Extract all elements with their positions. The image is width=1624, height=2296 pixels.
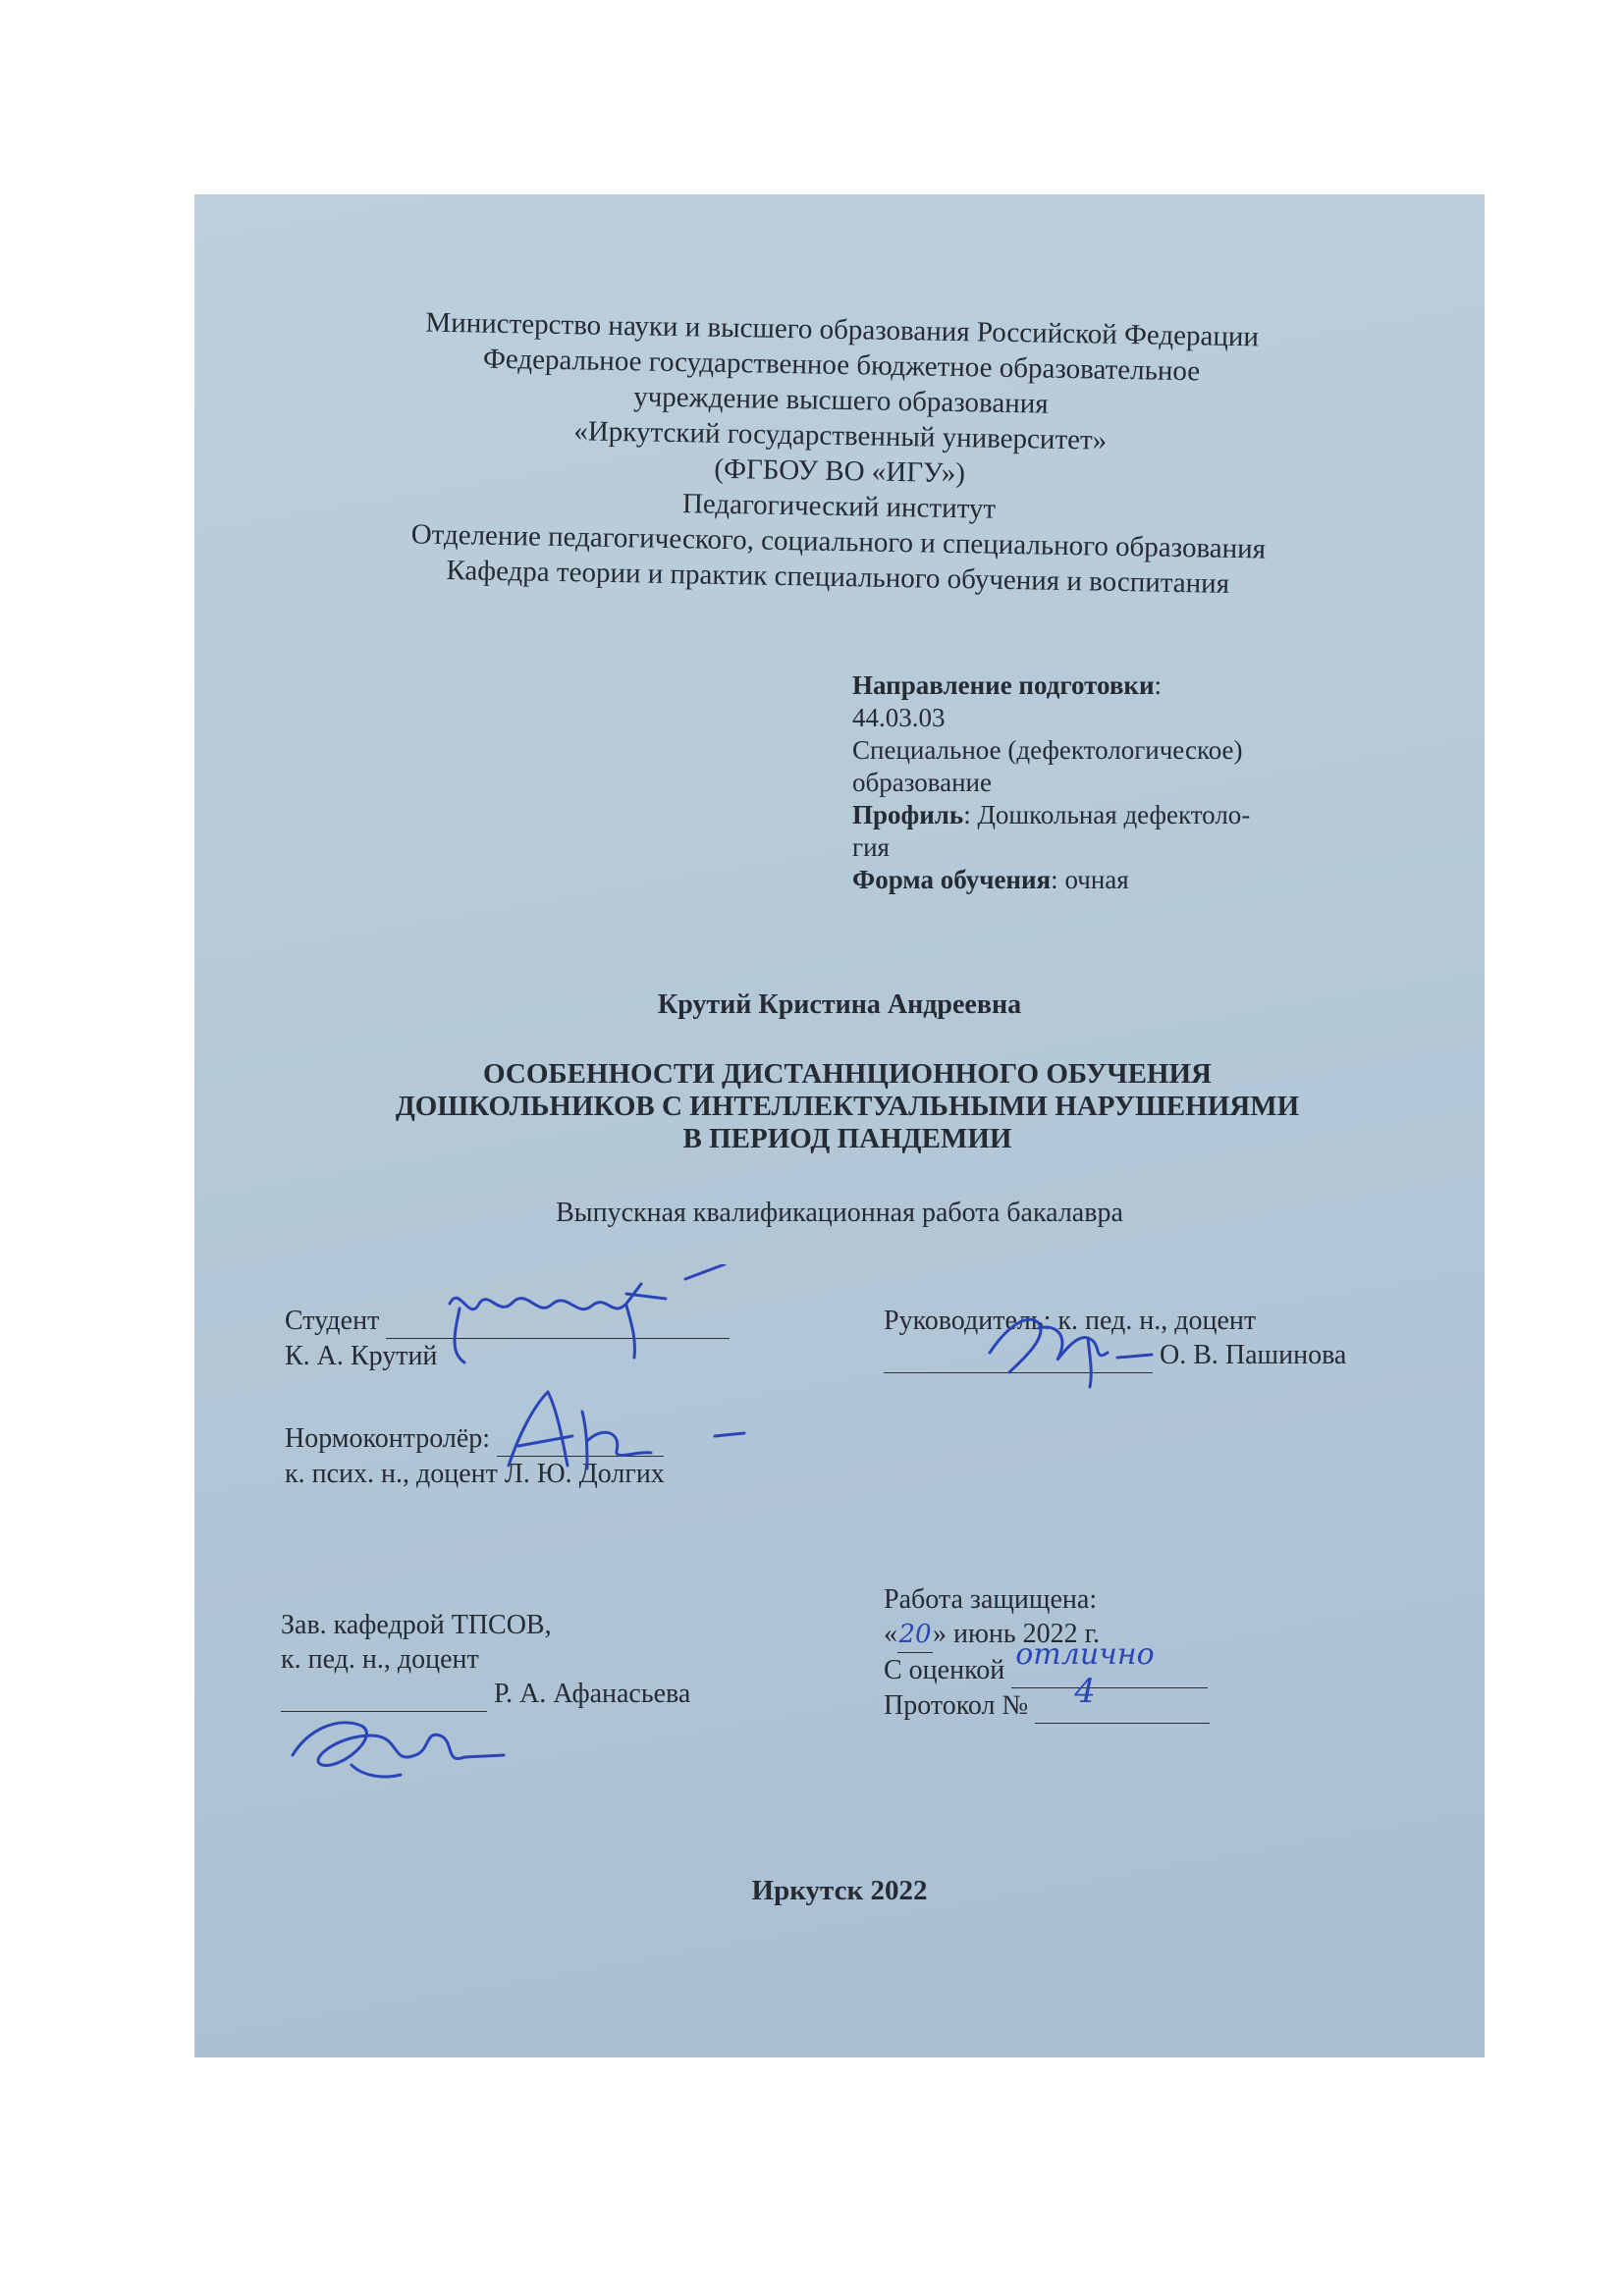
header-line: «Иркутский государственный университет» bbox=[573, 415, 1108, 456]
signature-line bbox=[386, 1304, 730, 1339]
header-line: учреждение высшего образования bbox=[632, 381, 1049, 420]
work-type: Выпускная квалификационная работа бакалавра bbox=[556, 1198, 1123, 1228]
header-line: Отделение педагогического, социального и специального образования bbox=[410, 518, 1267, 565]
thesis-title bbox=[253, 1058, 1441, 1155]
header-line: (ФГБОУ ВО «ИГУ») bbox=[714, 453, 966, 490]
signature-line bbox=[497, 1421, 664, 1457]
institution-header bbox=[307, 303, 1373, 605]
title-line: ОСОБЕННОСТИ ДИСТАННЦИОННОГО ОБУЧЕНИЯ bbox=[482, 1058, 1212, 1090]
protocol-number: 4 bbox=[1074, 1672, 1096, 1711]
supervisor-label: Руководитель: к. пед. н., доцент bbox=[884, 1306, 1257, 1336]
normcontrol-block bbox=[285, 1421, 665, 1491]
profile-value: гия bbox=[852, 832, 890, 862]
header-line: Федеральное государственное бюджетное образовательное bbox=[482, 343, 1201, 388]
signature-line bbox=[884, 1338, 1153, 1373]
title-line: В ПЕРИОД ПАНДЕМИИ bbox=[682, 1123, 1012, 1154]
date-open: « bbox=[884, 1619, 897, 1649]
student-block bbox=[285, 1304, 730, 1373]
defense-block bbox=[884, 1582, 1210, 1724]
direction-name: Специальное (дефектологическое) bbox=[852, 735, 1243, 765]
profile-label: Профиль bbox=[852, 800, 964, 829]
date-rest: » июнь 2022 г. bbox=[933, 1619, 1100, 1649]
normcontrol-name: к. псих. н., доцент Л. Ю. Долгих bbox=[285, 1459, 665, 1489]
supervisor-name: О. В. Пашинова bbox=[1160, 1340, 1347, 1370]
author-name: Крутий Кристина Андреевна bbox=[657, 989, 1022, 1020]
header-line: Педагогический институт bbox=[681, 488, 997, 525]
form-label: Форма обучения bbox=[852, 865, 1052, 894]
student-label: Студент bbox=[285, 1306, 380, 1336]
title-page bbox=[194, 194, 1485, 2057]
header-line: Кафедра теории и практик специального обучения и воспитания bbox=[446, 555, 1230, 600]
head-degree: к. пед. н., доцент bbox=[281, 1644, 479, 1675]
profile-value: Дошкольная дефектоло- bbox=[977, 800, 1251, 829]
head-label: Зав. кафедрой ТПСОВ, bbox=[281, 1610, 552, 1640]
grade-value: отлично bbox=[1015, 1637, 1155, 1672]
form-value: очная bbox=[1064, 865, 1129, 894]
signature-line bbox=[281, 1677, 487, 1712]
direction-name: образование bbox=[852, 768, 992, 797]
city-year: Иркутск 2022 bbox=[751, 1875, 928, 1906]
grade-label: С оценкой bbox=[884, 1655, 1005, 1685]
document-photo bbox=[194, 194, 1485, 2057]
header-line: Министерство науки и высшего образования Российской Федерации bbox=[425, 306, 1260, 353]
normcontrol-label: Нормоконтролёр: bbox=[285, 1423, 491, 1454]
title-line: ДОШКОЛЬНИКОВ С ИНТЕЛЛЕКТУАЛЬНЫМИ НАРУШЕНИЯМИ bbox=[395, 1091, 1300, 1122]
direction-label: Направление подготовки bbox=[852, 670, 1155, 700]
program-info: Направление подготовки: 44.03.03 Специальное (дефектологическое) образование Профиль: Дошкольная дефектоло- гия Форма обучения: очная bbox=[852, 669, 1363, 896]
defense-label: Работа защищена: bbox=[884, 1584, 1098, 1615]
head-name: Р. А. Афанасьева bbox=[494, 1679, 691, 1709]
head-block bbox=[281, 1608, 690, 1712]
direction-code: 44.03.03 bbox=[852, 703, 946, 732]
student-name: К. А. Крутий bbox=[285, 1341, 438, 1371]
protocol-label: Протокол № bbox=[884, 1690, 1029, 1721]
defense-day: 20 bbox=[898, 1620, 932, 1649]
supervisor-block bbox=[884, 1304, 1346, 1373]
